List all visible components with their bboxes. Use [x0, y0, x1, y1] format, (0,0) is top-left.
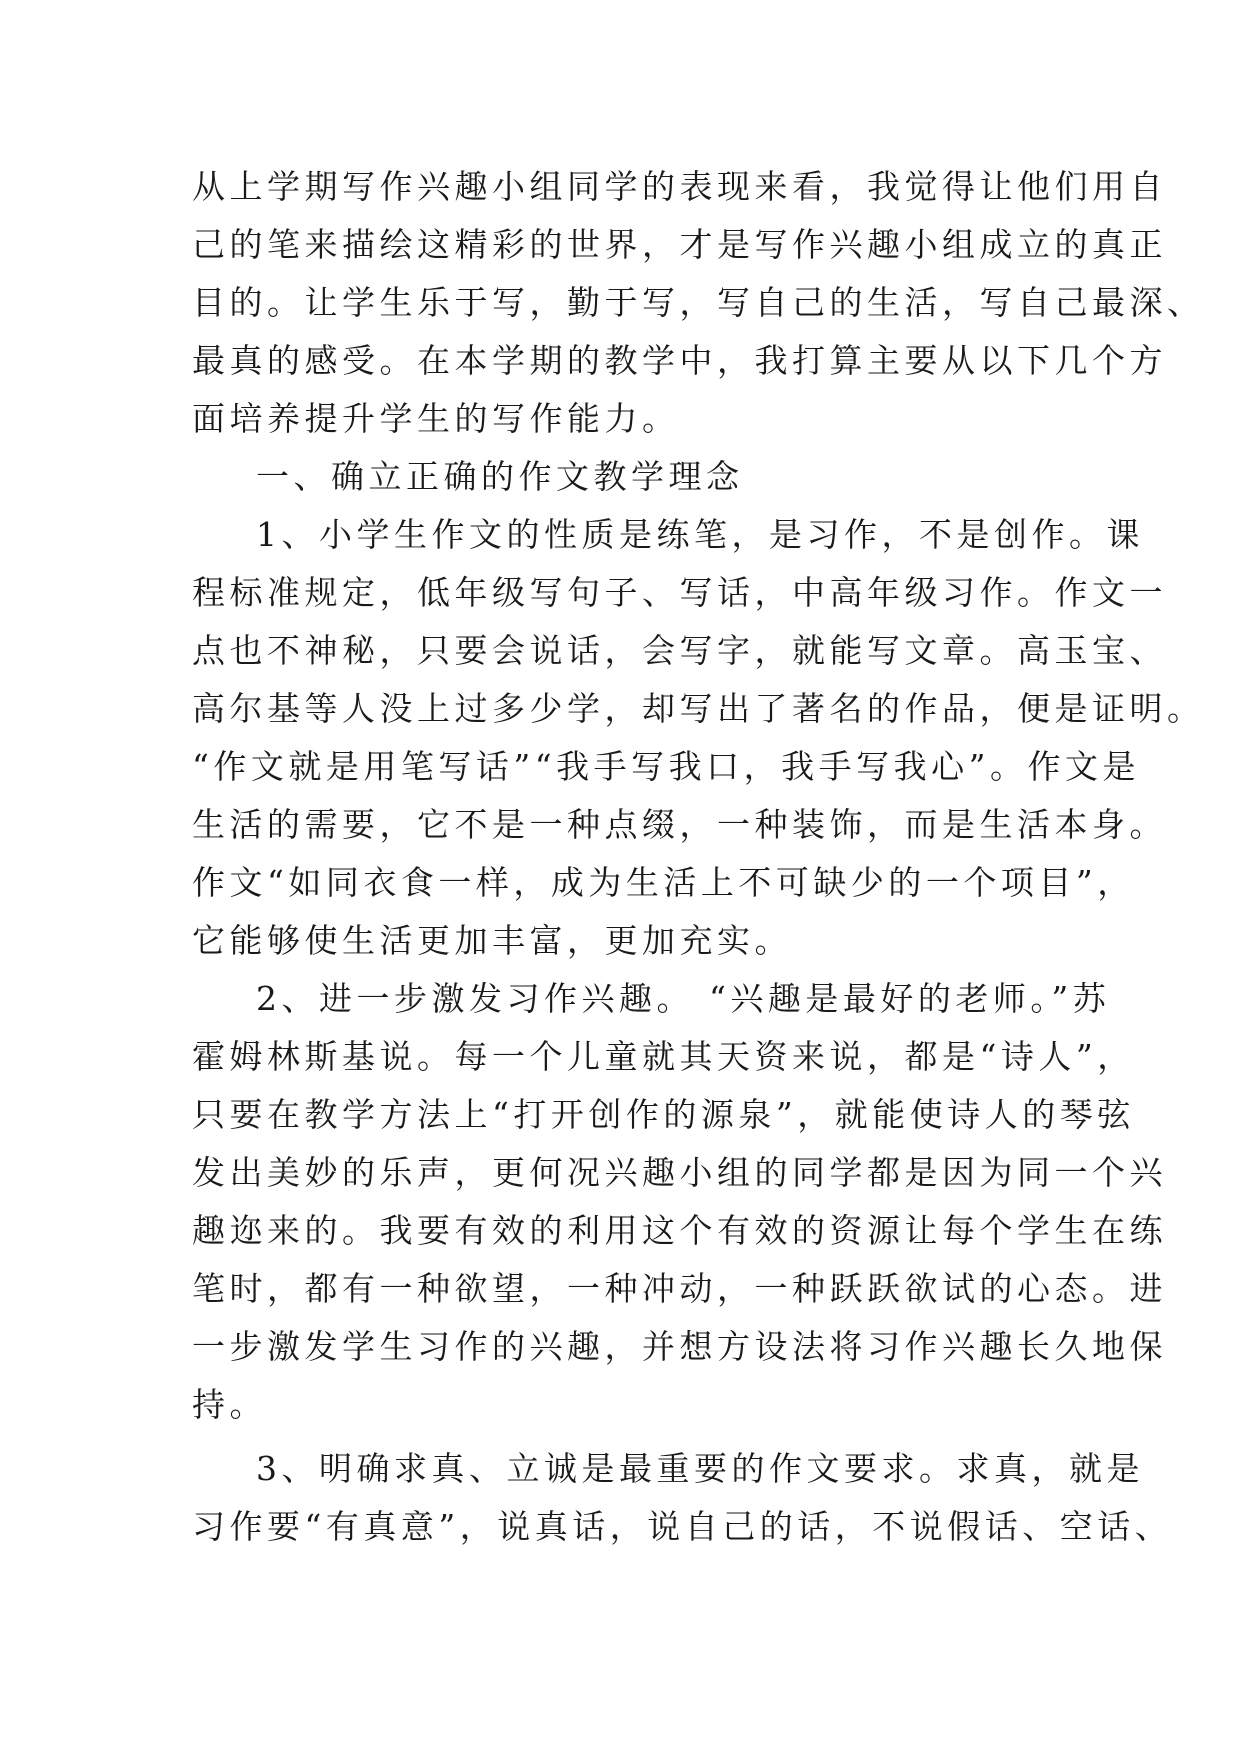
text-line: 笔时，都有一种欲望，一种冲动，一种跃跃欲试的心态。进: [192, 1269, 1167, 1308]
text-line: 从上学期写作兴趣小组同学的表现来看，我觉得让他们用自: [192, 167, 1167, 206]
text-line: 点也不神秘，只要会说话，会写字，就能写文章。高玉宝、: [192, 631, 1167, 670]
text-line: 一步激发学生习作的兴趣，并想方设法将习作兴趣长久地保: [192, 1327, 1167, 1366]
text-line: 持。: [192, 1385, 267, 1424]
text-line: 目的。让学生乐于写，勤于写，写自己的生活，写自己最深、: [192, 283, 1205, 322]
text-line: 只要在教学方法上“打开创作的源泉”，就能使诗人的琴弦: [192, 1095, 1135, 1134]
text-line: 高尔基等人没上过多少学，却写出了著名的作品，便是证明。: [192, 689, 1205, 728]
text-line: 发出美妙的乐声，更何况兴趣小组的同学都是因为同一个兴: [192, 1153, 1167, 1192]
text-line: 趣迩来的。我要有效的利用这个有效的资源让每个学生在练: [192, 1211, 1167, 1250]
text-line: 习作要“有真意”，说真话，说自己的话，不说假话、空话、: [192, 1507, 1173, 1546]
text-line: 3、明确求真、立诚是最重要的作文要求。求真，就是: [256, 1449, 1144, 1488]
text-line: 面培养提升学生的写作能力。: [192, 399, 680, 438]
text-line: 1、小学生作文的性质是练笔，是习作，不是创作。课: [256, 515, 1144, 554]
section-heading: 一、确立正确的作文教学理念: [256, 457, 744, 496]
text-line: “作文就是用笔写话”“我手写我口，我手写我心”。作文是: [192, 747, 1140, 786]
text-line: 程标准规定，低年级写句子、写话，中高年级习作。作文一: [192, 573, 1167, 612]
text-line: 2、进一步激发习作兴趣。 “兴趣是最好的老师。”苏: [256, 979, 1111, 1018]
text-line: 己的笔来描绘这精彩的世界，才是写作兴趣小组成立的真正: [192, 225, 1167, 264]
text-line: 霍姆林斯基说。每一个儿童就其天资来说，都是“诗人”，: [192, 1037, 1135, 1076]
text-line: 它能够使生活更加丰富，更加充实。: [192, 921, 792, 960]
text-line: 作文“如同衣食一样，成为生活上不可缺少的一个项目”，: [192, 863, 1135, 902]
text-line: 最真的感受。在本学期的教学中，我打算主要从以下几个方: [192, 341, 1167, 380]
text-line: 生活的需要，它不是一种点缀，一种装饰，而是生活本身。: [192, 805, 1167, 844]
